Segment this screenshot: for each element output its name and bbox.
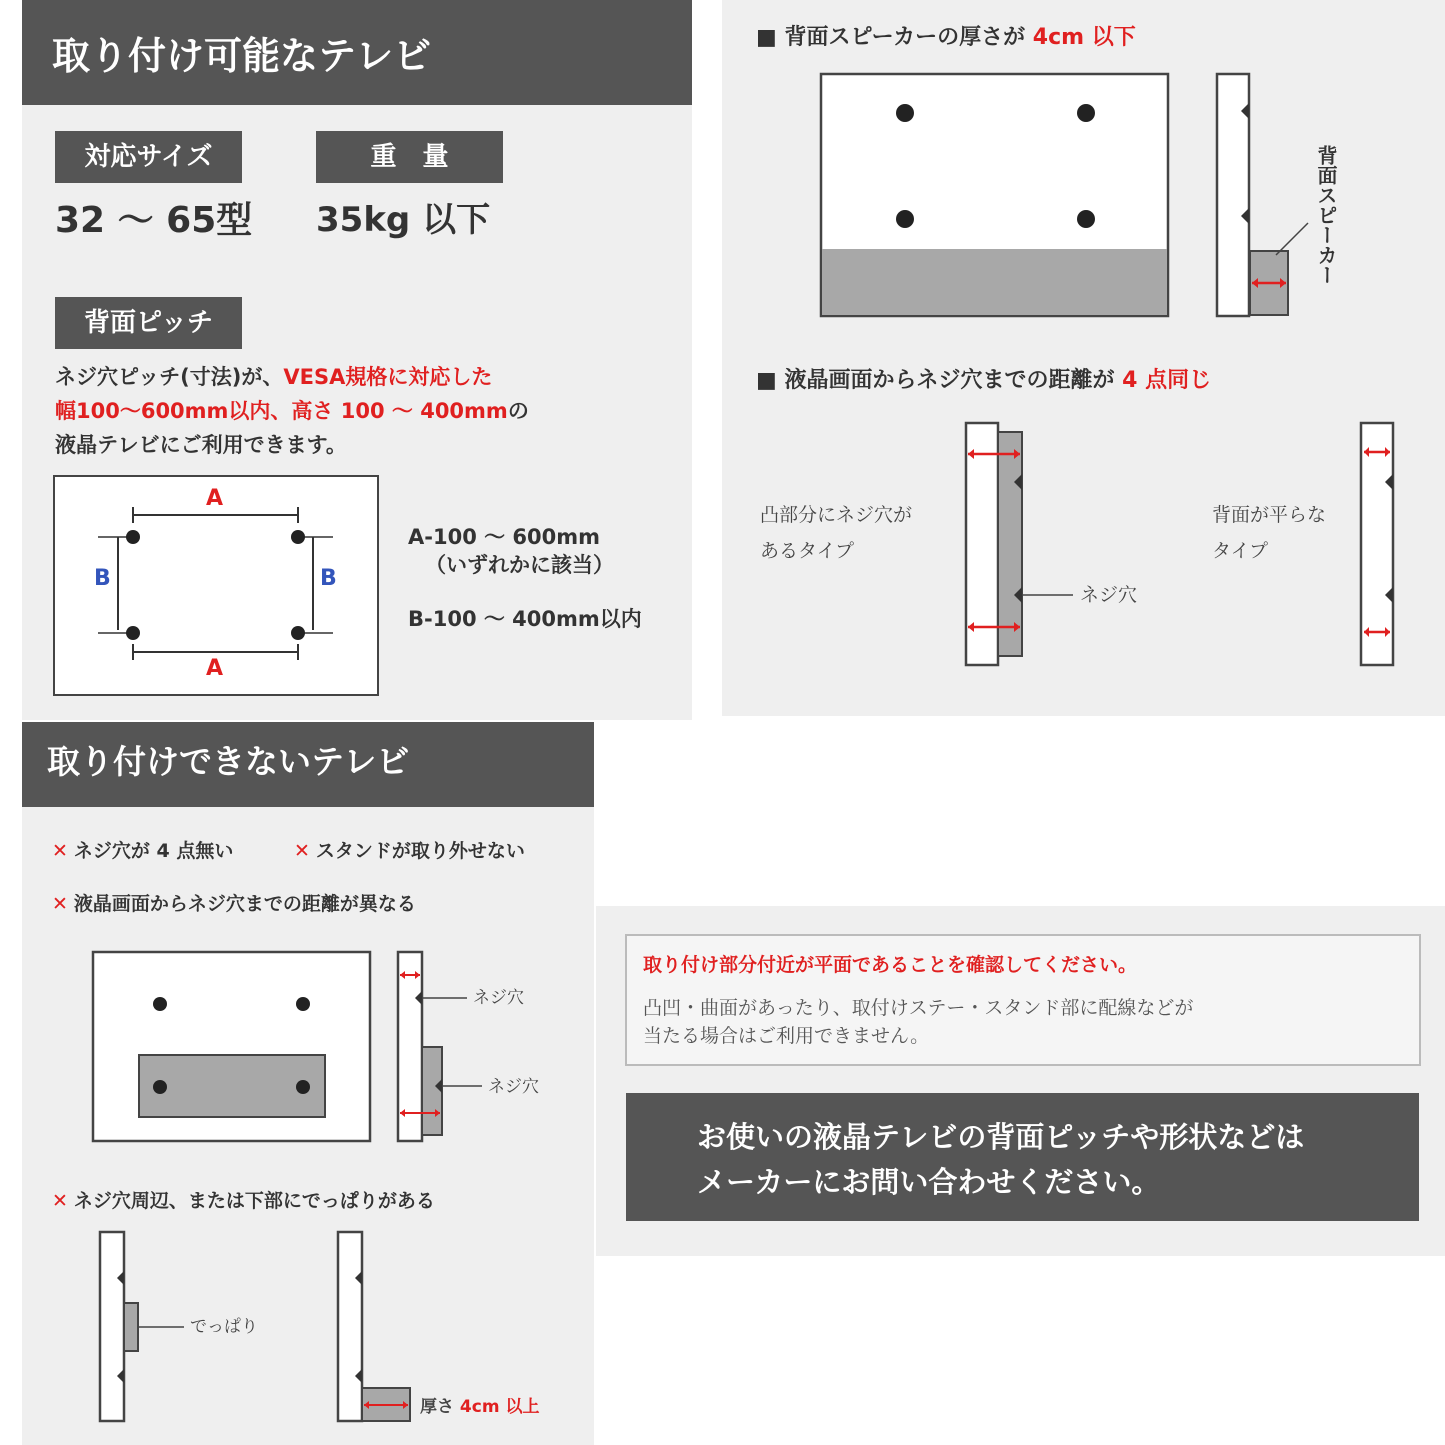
pitch-line-1a: ネジ穴ピッチ(寸法)が、: [55, 365, 284, 389]
screw-hole: [296, 1080, 310, 1094]
weight-label: 重 量: [316, 131, 503, 183]
spec-b: B-100 〜 400mm以内: [408, 607, 642, 631]
protrusion-label: でっぱり: [190, 1317, 258, 1337]
thickness-label-a: 厚さ: [420, 1397, 460, 1417]
pitch-line-2a: 幅100〜600mm以内、高さ 100 〜 400mm: [55, 399, 508, 423]
pitch-line-3: 液晶テレビにご利用できます。: [55, 433, 347, 457]
thickness-label: [420, 1392, 539, 1417]
ng-item-distance: [52, 889, 416, 916]
screw-hole: [896, 104, 914, 122]
flat-type-line-2: タイプ: [1212, 540, 1269, 562]
size-value: 32 〜 65型: [55, 200, 253, 241]
screw-hole: [291, 626, 305, 640]
screw-hole: [153, 1080, 167, 1094]
speaker-heading-a: ■ 背面スピーカーの厚さが: [756, 25, 1033, 50]
x-mark-icon: ✕: [52, 840, 68, 862]
dim-a-top: A: [206, 486, 224, 511]
thick-speaker-diagram: [337, 1231, 427, 1423]
dim-b-right: B: [320, 566, 337, 591]
screw-hole: [153, 997, 167, 1011]
screw-hole: [126, 530, 140, 544]
spec-a-2: （いずれかに該当）: [425, 553, 614, 577]
size-label: 対応サイズ: [55, 131, 242, 183]
screw-hole: [1077, 210, 1095, 228]
contact-line-2: メーカーにお問い合わせください。: [697, 1165, 1161, 1199]
ng-item-3-text: 液晶画面からネジ穴までの距離が異なる: [73, 893, 416, 915]
thickness-label-b: 4cm 以上: [459, 1397, 540, 1417]
convex-type-line-1: 凸部分にネジ穴が: [760, 504, 913, 526]
pitch-line-1b: VESA規格に対応した: [283, 365, 493, 389]
ng-screw-label-1: ネジ穴: [473, 988, 524, 1008]
weight-value: 35kg 以下: [316, 200, 491, 240]
not-mountable-title: 取り付けできないテレビ: [22, 722, 594, 807]
screw-hole-label: ネジ穴: [1080, 584, 1138, 606]
ng-side-diagram: [397, 951, 557, 1143]
convex-type-line-2: あるタイプ: [760, 540, 855, 562]
notice-body-2: 当たる場合はご利用できません。: [643, 1025, 930, 1047]
ng-item-stand: [294, 836, 525, 863]
contact-box: [626, 1093, 1419, 1221]
distance-heading-b: 4 点同じ: [1122, 368, 1212, 393]
ng-screw-label-2: ネジ穴: [488, 1077, 539, 1097]
pitch-line-2: [55, 394, 529, 428]
speaker-heading: [756, 21, 1136, 55]
ng-item-2-text: スタンドが取り外せない: [315, 840, 525, 862]
x-mark-icon: ✕: [294, 840, 310, 862]
notice-body-1: 凸凹・曲面があったり、取付けステー・スタンド部に配線などが: [643, 997, 1194, 1019]
speaker-side-label: 背面スピーカー: [1314, 145, 1338, 285]
ng-item-1-text: ネジ穴が 4 点無い: [73, 840, 234, 862]
dim-a-bottom: A: [206, 656, 224, 681]
speaker-heading-b: 4cm 以下: [1032, 25, 1136, 50]
pitch-line-1: [55, 360, 492, 394]
mountable-title: 取り付け可能なテレビ: [22, 0, 692, 105]
ng-front-diagram: [92, 951, 372, 1143]
flat-type-line-1: 背面が平らな: [1212, 504, 1327, 526]
screw-hole: [126, 626, 140, 640]
distance-heading-a: ■ 液晶画面からネジ穴までの距離が: [756, 368, 1123, 393]
flat-side-diagram: [1360, 422, 1400, 667]
screw-hole: [896, 210, 914, 228]
screw-hole: [291, 530, 305, 544]
x-mark-icon: ✕: [52, 1190, 68, 1212]
dim-b-left: B: [94, 566, 111, 591]
ng-item-protrusion: [52, 1186, 435, 1213]
screw-hole: [296, 997, 310, 1011]
spec-a-1: A-100 〜 600mm: [408, 525, 601, 549]
speaker-front-diagram: [820, 73, 1170, 318]
convex-side-diagram: [965, 422, 1085, 667]
screw-hole: [1077, 104, 1095, 122]
ng-item-no-four-holes: [52, 836, 233, 863]
x-mark-icon: ✕: [52, 893, 68, 915]
pitch-line-2b: の: [507, 399, 529, 423]
distance-heading: [756, 364, 1211, 398]
contact-line-1: お使いの液晶テレビの背面ピッチや形状などは: [697, 1120, 1305, 1154]
pitch-label: 背面ピッチ: [55, 297, 242, 349]
notice-warning: 取り付け部分付近が平面であることを確認してください。: [643, 954, 1138, 976]
ng-item-4-text: ネジ穴周辺、または下部にでっぱりがある: [73, 1190, 435, 1212]
